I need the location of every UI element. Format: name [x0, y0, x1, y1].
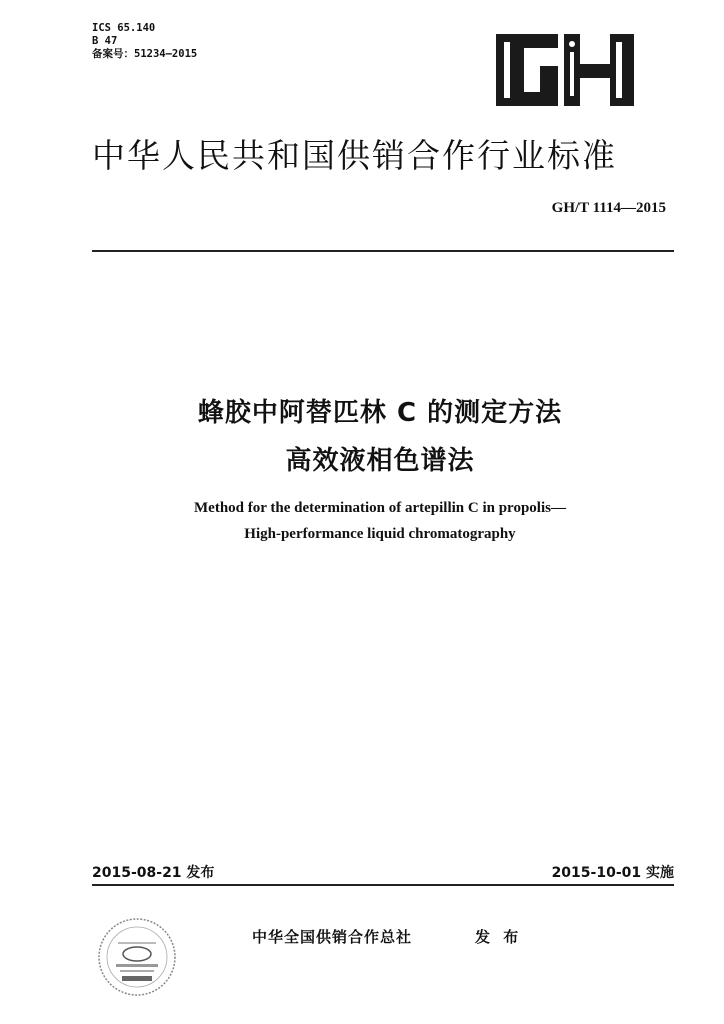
document-meta — [92, 22, 197, 61]
ics-code: ICS 65.140 — [92, 22, 156, 34]
standard-number: GH/T 1114—2015 — [551, 200, 666, 216]
organization-title: 中华人民共和国供销合作行业标准 — [92, 136, 617, 175]
publisher-name: 中华全国供销合作总社 — [252, 928, 413, 946]
gh-logo-icon — [496, 34, 634, 106]
issue-date: 2015-08-21 发布 — [92, 865, 215, 881]
publish-label: 发 布 — [475, 928, 523, 946]
anti-counterfeit-seal-icon — [96, 916, 178, 998]
english-title-line2: High-performance liquid chromatography — [244, 526, 516, 542]
chinese-title-line2: 高效液相色谱法 — [285, 446, 475, 476]
record-number: 备案号：51234—2015 — [92, 48, 198, 60]
bottom-divider — [92, 884, 674, 886]
top-divider — [92, 250, 674, 252]
chinese-title-line1: 蜂胶中阿替匹林 C 的测定方法 — [197, 398, 563, 428]
category-code: B 47 — [92, 35, 118, 47]
english-title-line1: Method for the determination of artepillin C in propolis— — [194, 500, 566, 516]
implementation-date: 2015-10-01 实施 — [551, 865, 674, 881]
